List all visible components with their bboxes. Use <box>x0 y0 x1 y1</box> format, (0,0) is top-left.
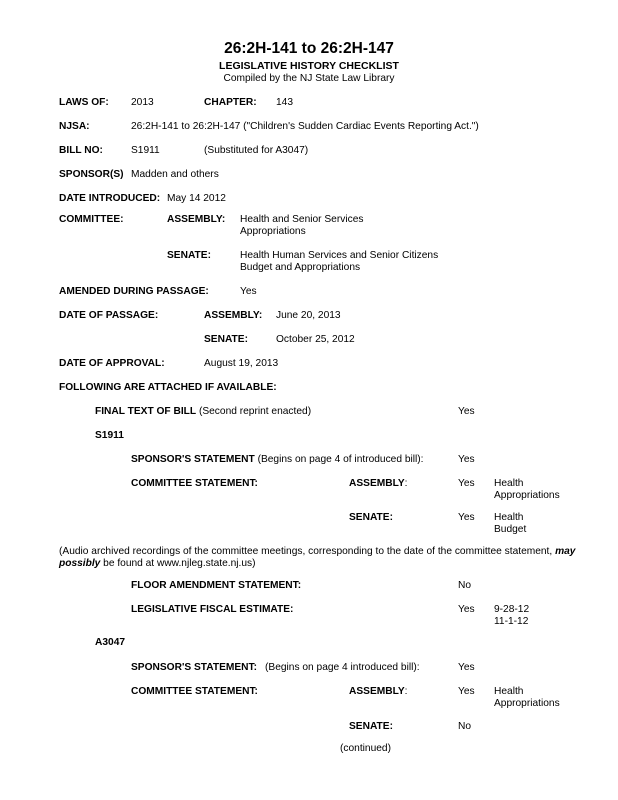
s1911-senate-detail: Budget <box>494 524 527 535</box>
a3047-assembly-detail: Appropriations <box>494 698 560 709</box>
a3047-assembly-label: ASSEMBLY <box>349 686 405 697</box>
final-text-row <box>95 406 311 418</box>
date-of-passage-label: DATE OF PASSAGE: <box>59 310 159 321</box>
amended-label: AMENDED DURING PASSAGE: <box>59 286 209 297</box>
a3047-committee-label: COMMITTEE STATEMENT: <box>131 686 258 697</box>
s1911-assembly-colon: : <box>404 478 408 489</box>
committee-senate-label: SENATE: <box>167 250 211 261</box>
a3047-assembly-label-row <box>349 686 408 698</box>
committee-assembly-line: Health and Senior Services <box>240 214 364 225</box>
fiscal-estimate-date: 9-28-12 <box>494 604 530 615</box>
sponsors-label: SPONSOR(S) <box>59 169 124 180</box>
passage-senate-value: October 25, 2012 <box>276 334 355 345</box>
a3047-sponsor-label: SPONSOR'S STATEMENT: <box>131 662 257 673</box>
a3047-assembly-value: Yes <box>458 686 475 697</box>
a3047-senate-label: SENATE: <box>349 721 393 732</box>
passage-assembly-label: ASSEMBLY: <box>204 310 263 321</box>
passage-senate-label: SENATE: <box>204 334 248 345</box>
amended-value: Yes <box>240 286 257 297</box>
compiled-by: Compiled by the NJ State Law Library <box>223 73 395 84</box>
floor-amendment-value: No <box>458 580 472 591</box>
s1911-sponsor-value: Yes <box>458 454 475 465</box>
audio-note-post: be found at www.njleg.state.nj.us) <box>100 558 256 569</box>
chapter-value: 143 <box>276 97 293 108</box>
a3047-assembly-detail: Health <box>494 686 524 697</box>
committee-assembly-label: ASSEMBLY: <box>167 214 226 225</box>
s1911-assembly-detail: Health <box>494 478 524 489</box>
committee-senate-line: Budget and Appropriations <box>240 262 361 273</box>
passage-assembly-value: June 20, 2013 <box>276 310 341 321</box>
continued-note: (continued) <box>340 743 391 754</box>
s1911-assembly-value: Yes <box>458 478 475 489</box>
a3047-sponsor-note: (Begins on page 4 introduced bill): <box>265 662 420 673</box>
bill-no-label: BILL NO: <box>59 145 103 156</box>
fiscal-estimate-value: Yes <box>458 604 475 615</box>
s1911-assembly-label: ASSEMBLY <box>349 478 405 489</box>
bill-a3047-heading: A3047 <box>95 637 126 648</box>
final-text-label: FINAL TEXT OF BILL <box>95 406 197 417</box>
floor-amendment-label: FLOOR AMENDMENT STATEMENT: <box>131 580 302 591</box>
date-of-approval-value: August 19, 2013 <box>204 358 279 369</box>
audio-note-pre: (Audio archived recordings of the committee meetings, corresponding to the date of the committee statement, <box>59 546 556 557</box>
date-of-approval-label: DATE OF APPROVAL: <box>59 358 165 369</box>
laws-of-label: LAWS OF: <box>59 97 109 108</box>
njsa-value: 26:2H-141 to 26:2H-147 ("Children's Sudden Cardiac Events Reporting Act.") <box>131 121 479 132</box>
attached-heading: FOLLOWING ARE ATTACHED IF AVAILABLE: <box>59 382 277 393</box>
s1911-assembly-label-row <box>349 478 408 490</box>
a3047-senate-value: No <box>458 721 472 732</box>
a3047-sponsor-value: Yes <box>458 662 475 673</box>
s1911-committee-label: COMMITTEE STATEMENT: <box>131 478 258 489</box>
document-subtitle: LEGISLATIVE HISTORY CHECKLIST <box>219 60 399 72</box>
s1911-senate-label: SENATE: <box>349 512 393 523</box>
fiscal-estimate-date: 11-1-12 <box>494 616 529 627</box>
njsa-label: NJSA: <box>59 121 90 132</box>
final-text-value: Yes <box>458 406 475 417</box>
s1911-assembly-detail: Appropriations <box>494 490 560 501</box>
bill-s1911-heading: S1911 <box>95 430 124 441</box>
audio-note-emphasis: may possibly <box>59 546 576 569</box>
bill-no-note: (Substituted for A3047) <box>204 145 309 156</box>
final-text-note: (Second reprint enacted) <box>196 406 312 417</box>
s1911-sponsor-statement <box>131 454 424 466</box>
s1911-sponsor-note: (Begins on page 4 of introduced bill): <box>254 454 424 465</box>
committee-label: COMMITTEE: <box>59 214 124 225</box>
audio-archive-note <box>59 546 579 570</box>
laws-of-value: 2013 <box>131 97 154 108</box>
sponsors-value: Madden and others <box>131 169 219 180</box>
bill-no-value: S1911 <box>131 145 160 156</box>
committee-senate-line: Health Human Services and Senior Citizens <box>240 250 439 261</box>
a3047-assembly-colon: : <box>404 686 408 697</box>
date-introduced-value: May 14 2012 <box>167 193 226 204</box>
s1911-senate-value: Yes <box>458 512 475 523</box>
committee-assembly-line: Appropriations <box>240 226 306 237</box>
fiscal-estimate-label: LEGISLATIVE FISCAL ESTIMATE: <box>131 604 294 615</box>
document-title: 26:2H-141 to 26:2H-147 <box>224 40 394 57</box>
s1911-senate-detail: Health <box>494 512 524 523</box>
s1911-sponsor-label: SPONSOR'S STATEMENT <box>131 454 255 465</box>
chapter-label: CHAPTER: <box>204 97 257 108</box>
date-introduced-label: DATE INTRODUCED: <box>59 193 161 204</box>
